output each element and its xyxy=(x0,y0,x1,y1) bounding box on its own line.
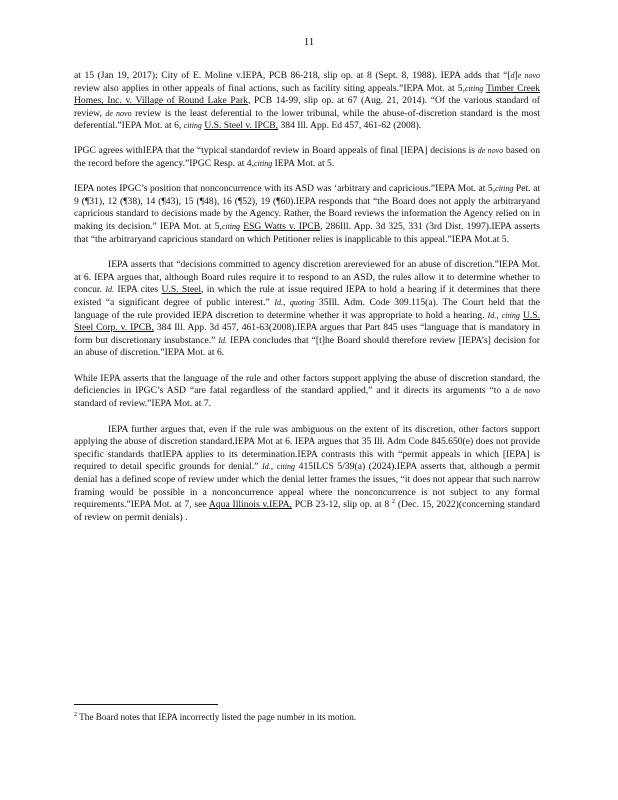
text-run: IEPA asserts that “decisions committed to agency discretion arereviewed for an abuse of discretion.”IEPA Mot. at 6. IEPA argues that, although Board rules require it to respond to an ASD, the rules allow it to determine whether to concur. xyxy=(74,259,540,296)
italic-run: quoting xyxy=(289,297,315,307)
paragraph-3 xyxy=(74,183,540,246)
text-run: 384 Ill. App. Ed 457, 461-62 (2008). xyxy=(278,120,422,132)
text-run: IEPA further argues that, even if the rule was ambiguous on the extent of its discretion, other factors support applying the abuse of discretion standard.IEPA Mot at 6. IEPA argues that 35 Ill. Adm Code 845.650(e) does not provide specific standards thatIEPA applies to its determination.IEPA contrasts this with “permit appeals in which [IEPA] is required to detail specific grounds for denial.” xyxy=(74,423,540,473)
text-run: based on the record before the agency.”IPGC Resp. at 4, xyxy=(74,144,540,169)
italic-run: Id. xyxy=(262,462,271,472)
text-run: While IEPA asserts that the language of the rule and other factors support applying the abuse of discretion standard, the deficiencies in IPGC’s ASD “are fatal regardless of the standard applied,” and it directs its arguments “to a xyxy=(74,372,540,397)
paragraph-4 xyxy=(74,259,540,360)
text-run: , xyxy=(270,461,277,473)
italic-run: Id. xyxy=(274,297,283,307)
italic-run: de novo xyxy=(105,108,132,118)
footnote-text: The Board notes that IEPA incorrectly listed the page number in its motion. xyxy=(77,712,357,722)
case-citation: ESG Watts v. IPCB xyxy=(243,220,321,232)
footnote xyxy=(74,712,540,722)
case-citation: U.S. Steel v. IPCB, xyxy=(204,120,279,132)
italic-run: d xyxy=(510,71,515,80)
italic-run: citing xyxy=(495,184,514,194)
case-citation: Timber Creek Homes, Inc. v. Village of Round Lake Park xyxy=(74,82,540,107)
italic-run: Id. xyxy=(218,335,228,345)
italic-run: citing xyxy=(254,158,273,168)
paragraph-2 xyxy=(74,145,540,170)
italic-run: e novo xyxy=(517,71,540,80)
text-run: Pet. at 9 (¶31), 12 (¶38), 14 (¶43), 15 (¶48), 16 (¶52), 19 (¶60).IEPA responds that “the Board does not apply the arbitraryand capricious standard to decisions made by the Agency. Rather, the Board reviews the information the Agency relied on in making its decision.” IEPA Mot. at 5, xyxy=(74,183,540,232)
text-run: IEPA notes IPGC’s position that nonconcurrence with its ASD was ‘arbitrary and capricious.”IEPA Mot. at 5, xyxy=(74,183,496,195)
text-run: , xyxy=(496,309,502,321)
italic-run: de novo xyxy=(513,386,540,396)
italic-run: citing xyxy=(221,221,241,231)
case-citation: U.S. Steel Corp. v. IPCB, xyxy=(74,309,541,334)
text-run: at 15 (Jan 19, 2017); City of E. Moline v.IEPA, PCB 86-218, slip op. at 8 (Sept. 8, 1988). IEPA adds that “[ xyxy=(74,70,511,81)
text-run: , PCB 14-99, slip op. at 67 (Aug. 21, 2014). “Of the various standard of review, xyxy=(74,95,540,119)
document-body xyxy=(74,70,540,537)
text-run: IEPA concludes that “[t]he Board should therefore review [IEPA’s] decision for an abuse of discretion.”IEPA Mot. at 6. xyxy=(74,334,540,359)
text-run: 415ILCS 5/39(a) (2024).IEPA asserts that, although a permit denial has a defined scope of review under which the denial letter frames the issues, “it does not appear that such narrow framing would be possible in a nonconcurrence appeal where the nonconcurrence is not subject to any formal requirements.”IEPA Mot. at 7, see xyxy=(74,461,540,511)
italic-run: citing xyxy=(183,121,202,131)
text-run: IEPA cites xyxy=(114,284,159,296)
page-number: 11 xyxy=(303,36,315,48)
italic-run: de novo xyxy=(477,145,504,155)
text-run: review also applies in other appeals of final actions, such as facility siting appeals.”IEPA Mot. at 5, xyxy=(74,82,465,94)
text-run: 35Ill. Adm. Code 309.115(a). The Court held that the language of the rule provided IEPA discretion to determine whether it was appropriate to hold a hearing. xyxy=(74,296,541,321)
footnote-reference: 2 xyxy=(392,499,396,506)
footnote-divider xyxy=(74,704,218,705)
paragraph-5 xyxy=(74,373,540,411)
italic-run: citing xyxy=(464,83,484,93)
text-run: review is the least deferential to the lower tribunal, while the abuse-of-discretion standard is the most deferential.”IEPA Mot. at 6, xyxy=(74,107,540,132)
italic-run: Id. xyxy=(487,310,497,320)
text-run: , in which the rule at issue required IEPA to hold a hearing if it determines that there existed “a significant degree of public interest.” xyxy=(74,284,540,308)
italic-run: Id. xyxy=(105,285,114,295)
text-run: ] xyxy=(514,70,518,81)
text-run: PCB 23-12, slip op. at 8 xyxy=(291,499,390,511)
text-run: standard of review.”IEPA Mot. at 7. xyxy=(74,398,212,410)
paragraph-1 xyxy=(74,70,540,133)
text-run: 384 Ill. App. 3d 457, 461-63(2008).IEPA argues that Part 845 uses “language that is mandatory in form but discretionary insubstance.” xyxy=(74,322,541,346)
case-citation: U.S. Steel xyxy=(161,284,202,296)
case-citation: Aqua Illinois v.IEPA, xyxy=(208,499,292,511)
text-run: IPGC agrees withIEPA that the “typical standardof review in Board appeals of final [IEPA] decisions is xyxy=(74,144,476,156)
text-run: (Dec. 15, 2022)(concerning standard of review on permit denials) . xyxy=(74,499,540,523)
italic-run: citing xyxy=(276,462,296,472)
italic-run: citing xyxy=(501,310,520,320)
footnote-marker: 2 xyxy=(74,711,77,718)
text-run: , 286Ill. App. 3d 325, 331 (3rd Dist. 1997).IEPA asserts that “the arbitraryand capricious standard on which Petitioner relies is inapplicable to this appeal.”IEPA Mot.at 5. xyxy=(74,220,541,245)
text-run: , xyxy=(282,296,290,308)
paragraph-6 xyxy=(74,424,540,525)
text-run: IEPA Mot. at 5. xyxy=(272,157,335,169)
